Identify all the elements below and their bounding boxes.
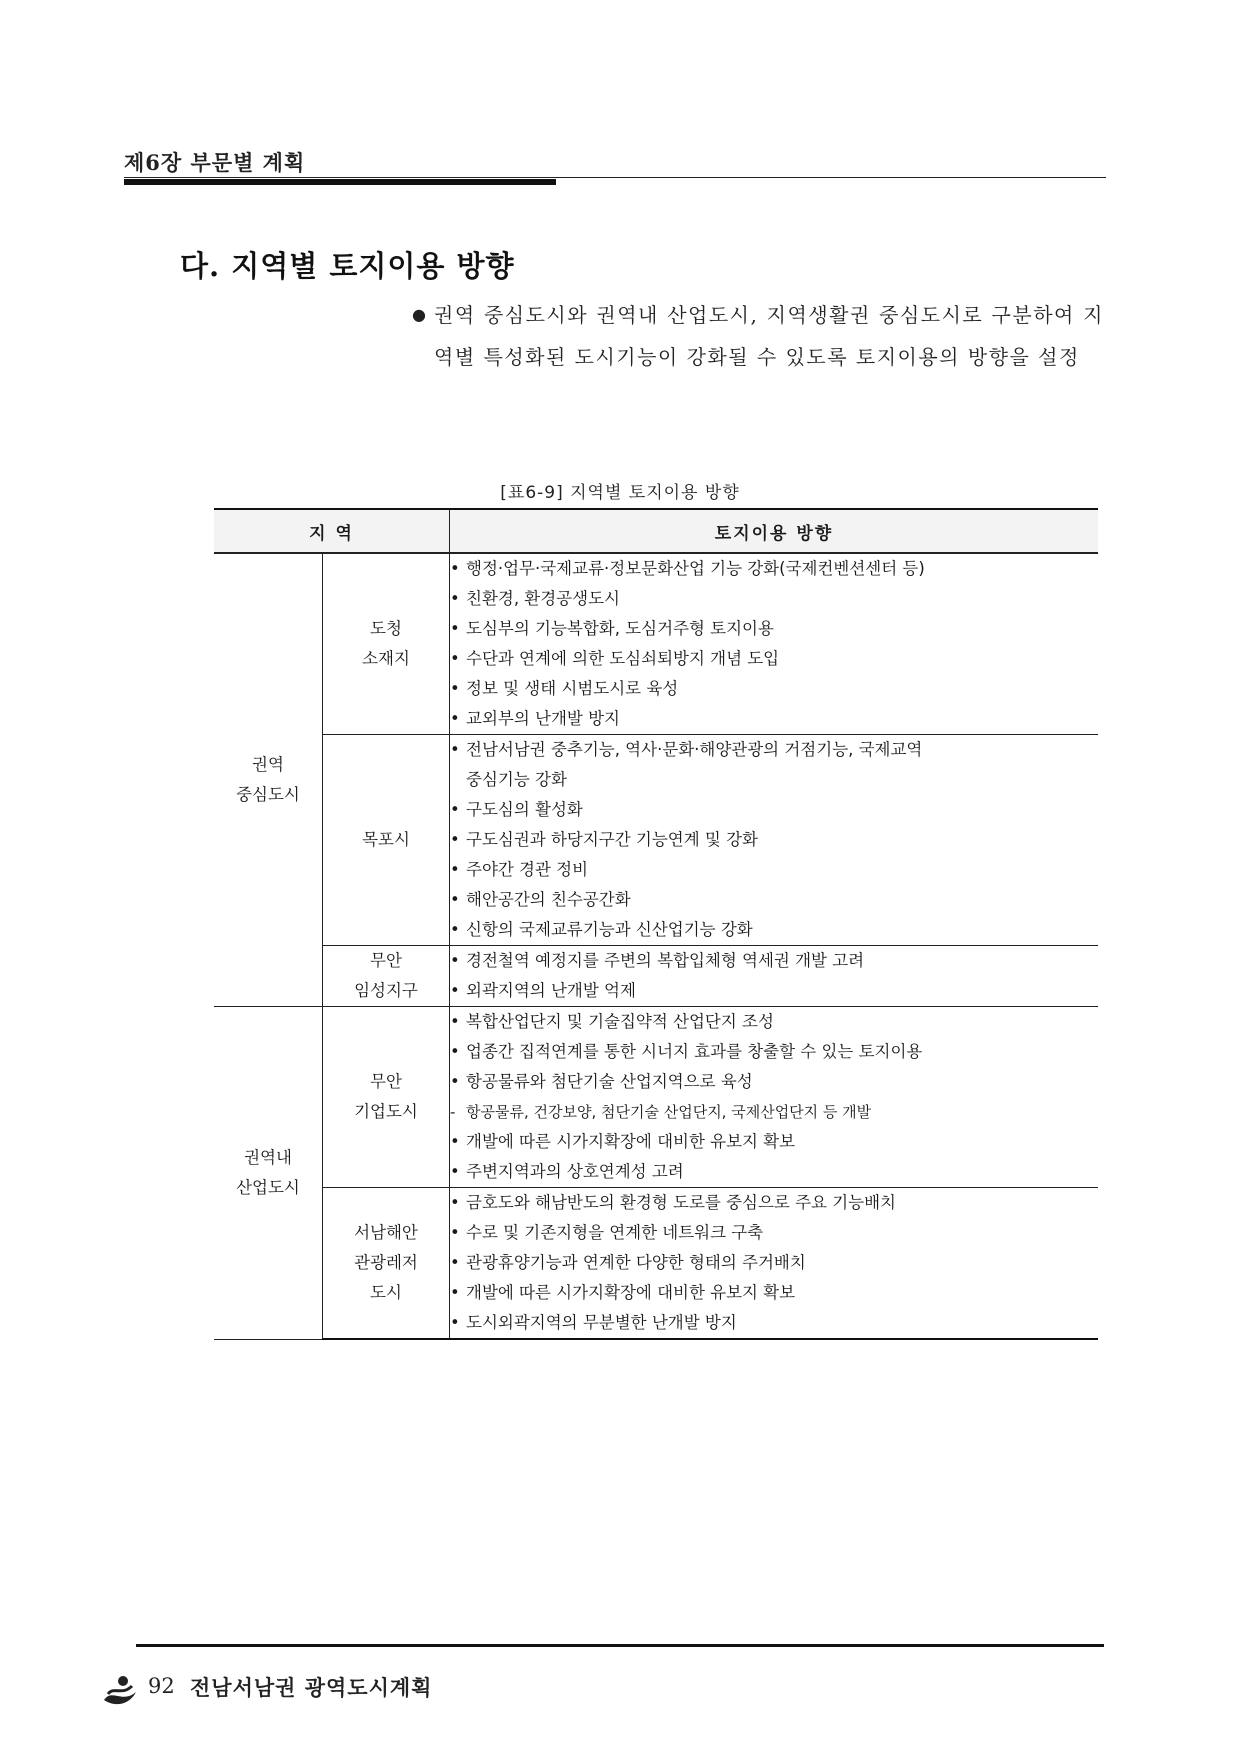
- sub-region-cell: 서남해안 관광레저 도시: [323, 1188, 450, 1340]
- direction-list: [450, 946, 1098, 1006]
- footer-title: 전남서남권 광역도시계획: [190, 1675, 433, 1700]
- direction-cell: [450, 946, 1099, 1007]
- header-direction: 토지이용 방향: [450, 509, 1099, 553]
- table-row: [214, 946, 1098, 1007]
- direction-item: • 주변지역과의 상호연계성 고려: [450, 1157, 1098, 1187]
- sub-region-cell: 도청 소재지: [323, 553, 450, 735]
- direction-item: • 교외부의 난개발 방지: [450, 704, 1098, 734]
- direction-cell: [450, 553, 1099, 735]
- table-row: [214, 1007, 1098, 1188]
- direction-item: • 외곽지역의 난개발 억제: [450, 976, 1098, 1006]
- bullet-icon: ●: [412, 305, 428, 324]
- direction-list: [450, 1188, 1098, 1338]
- direction-item: • 개발에 따른 시가지확장에 대비한 유보지 확보: [450, 1278, 1098, 1308]
- sub-region-cell: 목포시: [323, 735, 450, 946]
- direction-list: [450, 1007, 1098, 1187]
- direction-cell: [450, 735, 1099, 946]
- direction-item: • 금호도와 해남반도의 환경형 도로를 중심으로 주요 기능배치: [450, 1188, 1098, 1218]
- chapter-title: 제6장 부문별 계획: [124, 150, 306, 175]
- region-cell: 권역 중심도시: [214, 553, 323, 1007]
- page-number: 92: [148, 1674, 175, 1698]
- sub-region-cell: 무안 기업도시: [323, 1007, 450, 1188]
- direction-item: • 구도심권과 하당지구간 기능연계 및 강화: [450, 825, 1098, 855]
- sub-region-cell: 무안 임성지구: [323, 946, 450, 1007]
- direction-item: • 항공물류와 첨단기술 산업지역으로 육성: [450, 1067, 1098, 1097]
- table-row: [214, 553, 1098, 735]
- table-caption: [표6-9] 지역별 토지이용 방향: [500, 483, 740, 503]
- direction-item: • 도시외곽지역의 무분별한 난개발 방지: [450, 1308, 1098, 1338]
- direction-item: • 친환경, 환경공생도시: [450, 584, 1098, 614]
- direction-list: [450, 735, 1098, 945]
- direction-item: • 개발에 따른 시가지확장에 대비한 유보지 확보: [450, 1127, 1098, 1157]
- chapter-rule: [124, 177, 1106, 178]
- direction-list: [450, 554, 1098, 734]
- direction-item: • 정보 및 생태 시범도시로 육성: [450, 674, 1098, 704]
- direction-cell: [450, 1188, 1099, 1340]
- logo-icon: [100, 1670, 140, 1710]
- intro-text: 권역 중심도시와 권역내 산업도시, 지역생활권 중심도시로 구분하여 지역별 특성화된 도시기능이 강화될 수 있도록 토지이용의 방향을 설정: [434, 303, 1104, 369]
- table-row: [214, 735, 1098, 946]
- direction-item: 중심기능 강화: [466, 770, 567, 789]
- footer-rule: [136, 1644, 1104, 1647]
- direction-item: - 항공물류, 건강보양, 첨단기술 산업단지, 국제산업단지 등 개발: [450, 1097, 1098, 1127]
- direction-item: • 수단과 연계에 의한 도심쇠퇴방지 개념 도입: [450, 644, 1098, 674]
- direction-item: • 주야간 경관 정비: [450, 855, 1098, 885]
- table-body: [214, 553, 1098, 1339]
- land-use-table: [214, 508, 1098, 1340]
- direction-cell: [450, 1007, 1099, 1188]
- header-region: 지 역: [214, 509, 450, 553]
- section-heading: 다. 지역별 토지이용 방향: [180, 249, 515, 283]
- direction-item: • 복합산업단지 및 기술집약적 산업단지 조성: [450, 1007, 1098, 1037]
- direction-item: • 도심부의 기능복합화, 도심거주형 토지이용: [450, 614, 1098, 644]
- direction-item: • 구도심의 활성화: [450, 795, 1098, 825]
- direction-item: • 해안공간의 친수공간화: [450, 885, 1098, 915]
- direction-item: • 신항의 국제교류기능과 신산업기능 강화: [450, 915, 1098, 945]
- intro-paragraph: [412, 294, 1104, 378]
- direction-item: • 전남서남권 중추기능, 역사·문화·해양관광의 거점기능, 국제교역: [450, 735, 1098, 765]
- direction-item: • 행정·업무·국제교류·정보문화산업 기능 강화(국제컨벤션센터 등): [450, 554, 1098, 584]
- direction-item: • 관광휴양기능과 연계한 다양한 형태의 주거배치: [450, 1248, 1098, 1278]
- direction-item: • 경전철역 예정지를 주변의 복합입체형 역세권 개발 고려: [450, 946, 1098, 976]
- region-cell: 권역내 산업도시: [214, 1007, 323, 1340]
- direction-item: • 업종간 집적연계를 통한 시너지 효과를 창출할 수 있는 토지이용: [450, 1037, 1098, 1067]
- direction-item: • 수로 및 기존지형을 연계한 네트워크 구축: [450, 1218, 1098, 1248]
- table-row: [214, 1188, 1098, 1340]
- chapter-rule-accent: [124, 179, 556, 185]
